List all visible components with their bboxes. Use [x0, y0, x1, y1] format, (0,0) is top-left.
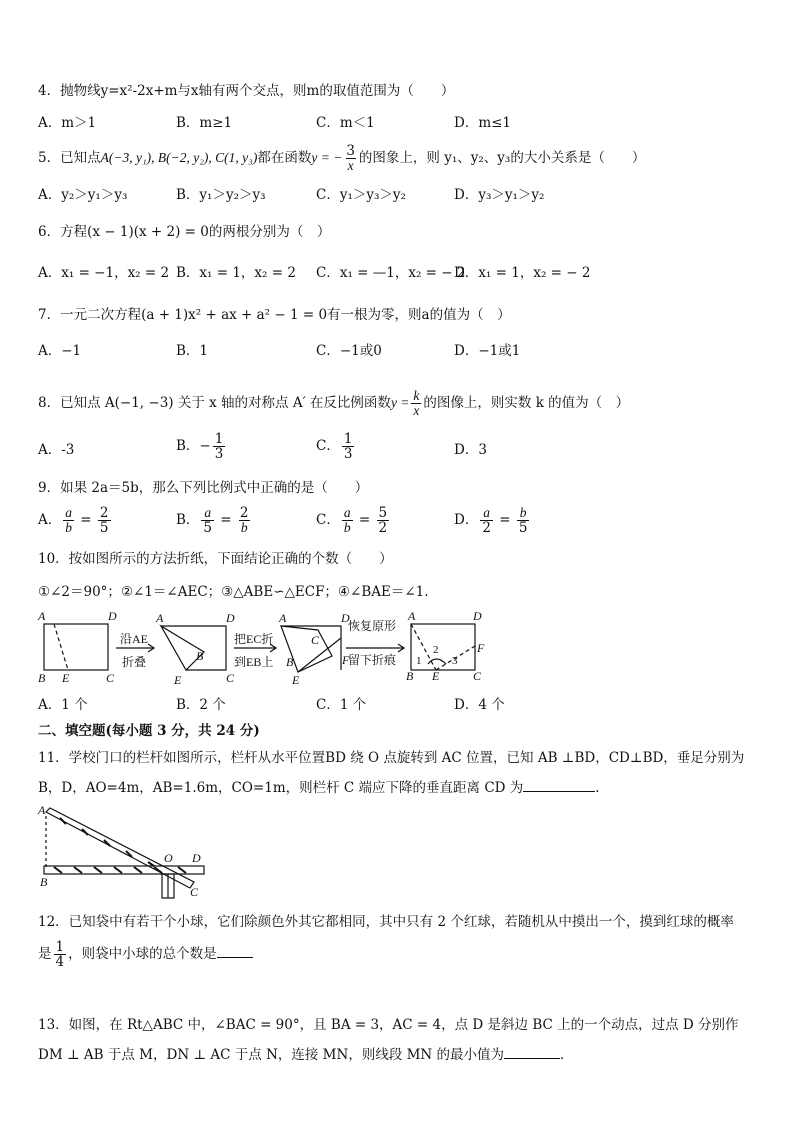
q5-fraction: $\frac{3}{x}$ — [346, 143, 355, 173]
q8-option-a: A．-3 — [38, 442, 75, 458]
q5-pre: 5．已知点 — [38, 150, 101, 166]
fig10-label-f3: F — [342, 653, 350, 667]
q8-option-b: B．− $\frac{1}{3}$ — [176, 431, 224, 462]
q8-stem — [38, 389, 629, 418]
q12-fraction: $\frac{1}{4}$ — [55, 939, 65, 970]
q6-option-b: B．x₁ = 1，x₂ = 2 — [176, 265, 296, 281]
q8-pre: 8．已知点 A(−1, −3) 关于 x 轴的对称点 A′ 在反比例函数 — [38, 395, 391, 411]
q6-option-a: A．x₁ = −1，x₂ = 2 — [38, 265, 170, 281]
fig11-label-o: O — [164, 851, 173, 865]
fig10-label-d2: D — [226, 611, 235, 625]
q4-stem: 4．抛物线y=x²-2x+m与x轴有两个交点，则m的取值范围为（ ） — [38, 83, 455, 99]
q13-line2: DM ⊥ AB 于点 M，DN ⊥ AC 于点 N，连接 MN，则线段 MN 的最小值为 ． — [38, 1047, 574, 1063]
q4-option-c: C．m＜1 — [316, 115, 375, 131]
fig10-label-a1: A — [38, 609, 46, 623]
q12-answer-blank[interactable] — [217, 945, 253, 958]
fig10-label-a2: A — [156, 611, 164, 625]
fig10-label-e3: E — [292, 673, 300, 687]
fig10-label-c3: C — [311, 633, 320, 647]
fig10-label-c4: C — [473, 669, 482, 683]
q10-conclusions: ①∠2＝90°；②∠1＝∠AEC；③△ABE∽△ECF；④∠BAE＝∠1. — [38, 584, 429, 600]
fig10-angle-1: 1 — [416, 655, 422, 667]
q7-stem: 7．一元二次方程(a + 1)x² + ax + a² − 1 = 0有一根为零，则a的值为（ ） — [38, 307, 511, 323]
q7-option-c: C．−1或0 — [316, 343, 382, 359]
fig10-label-b3: B — [286, 655, 294, 669]
q6-option-c: C．x₁ = —1，x₂ = − 2 — [316, 265, 466, 281]
fig10-label-e1: E — [62, 671, 70, 685]
fig10-step1b: 折叠 — [122, 655, 147, 669]
q12-line1: 12．已知袋中有若干个小球，它们除颜色外其它都相同，其中只有 2 个红球，若随机从中摸出一个，摸到红球的概率 — [38, 914, 734, 930]
fig10-label-b2: B — [196, 649, 204, 663]
q5-option-a: A．y₂＞y₁＞y₃ — [38, 187, 128, 203]
q10-option-c: C．1 个 — [316, 697, 367, 713]
railing-figure — [36, 800, 216, 900]
section-title: 二、填空题(每小题 3 分，共 24 分) — [38, 723, 260, 739]
fig10-step2b: 到EB上 — [234, 655, 274, 669]
q10-option-b: B．2 个 — [176, 697, 226, 713]
fig10-label-c1: C — [106, 671, 115, 685]
fig11-label-d: D — [192, 851, 201, 865]
q10-stem: 10．按如图所示的方法折纸，下面结论正确的个数（ ） — [38, 551, 393, 567]
q9-option-a: A． $\frac{a}{b}$ = $\frac{2}{5}$ — [38, 505, 109, 536]
fig10-step1: 沿AE — [120, 632, 148, 646]
q4-option-a: A．m＞1 — [38, 115, 97, 131]
paper-folding-figure — [36, 608, 496, 690]
fig10-angle-3: 3 — [452, 655, 458, 667]
q4-option-d: D．m≤1 — [454, 115, 512, 131]
fig10-label-a4: A — [408, 609, 416, 623]
q10-option-d: D．4 个 — [454, 697, 505, 713]
fig10-label-d3: D — [341, 611, 350, 625]
q9-option-b: B． $\frac{a}{5}$ = $\frac{2}{b}$ — [176, 505, 249, 536]
q7-option-d: D．−1或1 — [454, 343, 521, 359]
q8-fraction: $\frac{k}{x}$ — [413, 388, 420, 418]
q7-option-a: A．−1 — [38, 343, 82, 359]
fig10-label-a3: A — [279, 611, 287, 625]
q13-answer-blank[interactable] — [504, 1046, 560, 1059]
fig10-label-e4: E — [432, 669, 440, 683]
fig11-label-c: C — [190, 885, 199, 899]
q11-answer-blank[interactable] — [523, 779, 595, 792]
q5-stem — [38, 144, 645, 173]
q12-line2: 是 $\frac{1}{4}$ ，则袋中小球的总个数是 — [38, 940, 253, 969]
q5-option-d: D．y₃＞y₁＞y₂ — [454, 187, 545, 203]
fig11-label-a: A — [38, 803, 46, 817]
q9-stem: 9．如果 2a＝5b，那么下列比例式中正确的是（ ） — [38, 480, 369, 496]
fig10-label-d4: D — [473, 609, 482, 623]
q9-option-d: D． $\frac{a}{2}$ = $\frac{b}{5}$ — [454, 505, 528, 536]
fig10-step3: 恢复原形 — [348, 619, 397, 633]
fig10-label-c2: C — [226, 671, 235, 685]
q13-line1: 13．如图，在 Rt△ABC 中，∠BAC = 90°，且 BA = 3，AC = 4，点 D 是斜边 BC 上的一个动点，过点 D 分别作 — [38, 1017, 739, 1033]
fig10-label-e2: E — [174, 673, 182, 687]
q8-func-lhs: y = — [390, 395, 410, 410]
fig11-label-b: B — [40, 875, 48, 889]
q6-option-d: D．x₁ = 1，x₂ = − 2 — [454, 265, 591, 281]
q8-option-d: D．3 — [454, 442, 487, 458]
q8-post: 的图像上，则实数 k 的值为（ ） — [423, 395, 630, 411]
q11-line2: B，D，AO=4m，AB=1.6m，CO=1m，则栏杆 C 端应下降的垂直距离 CD 为 . — [38, 780, 600, 796]
q11-line1: 11．学校门口的栏杆如图所示，栏杆从水平位置BD 绕 O 点旋转到 AC 位置，已知 AB ⊥BD，CD⊥BD，垂足分别为 — [38, 750, 745, 766]
fig10-label-b4: B — [406, 669, 414, 683]
fig10-step3b: 留下折痕 — [348, 653, 397, 667]
q10-option-a: A．1 个 — [38, 697, 88, 713]
q4-option-b: B．m≥1 — [176, 115, 233, 131]
q9-option-c: C． $\frac{a}{b}$ = $\frac{5}{2}$ — [316, 505, 388, 536]
q5-func-lhs: y = − — [311, 150, 343, 165]
fig10-label-d1: D — [108, 609, 117, 623]
fig10-label-f4: F — [477, 641, 485, 655]
q5-post: 的图象上，则 y₁、y₂、y₃的大小关系是（ ） — [358, 150, 646, 166]
q6-stem: 6．方程(x − 1)(x + 2) = 0的两根分别为（ ） — [38, 224, 331, 240]
fig10-label-b1: B — [38, 671, 46, 685]
q7-option-b: B．1 — [176, 343, 209, 359]
q5-option-b: B．y₁＞y₂＞y₃ — [176, 187, 266, 203]
q5-option-c: C．y₁＞y₃＞y₂ — [316, 187, 406, 203]
fig10-step2: 把EC折 — [234, 632, 274, 646]
q8-option-c: C． $\frac{1}{3}$ — [316, 431, 353, 462]
q5-points: A(−3, y₁), B(−2, y₂), C(1, y₃) — [100, 150, 258, 165]
fig10-angle-2: 2 — [433, 644, 439, 656]
q5-mid: 都在函数 — [257, 150, 312, 166]
